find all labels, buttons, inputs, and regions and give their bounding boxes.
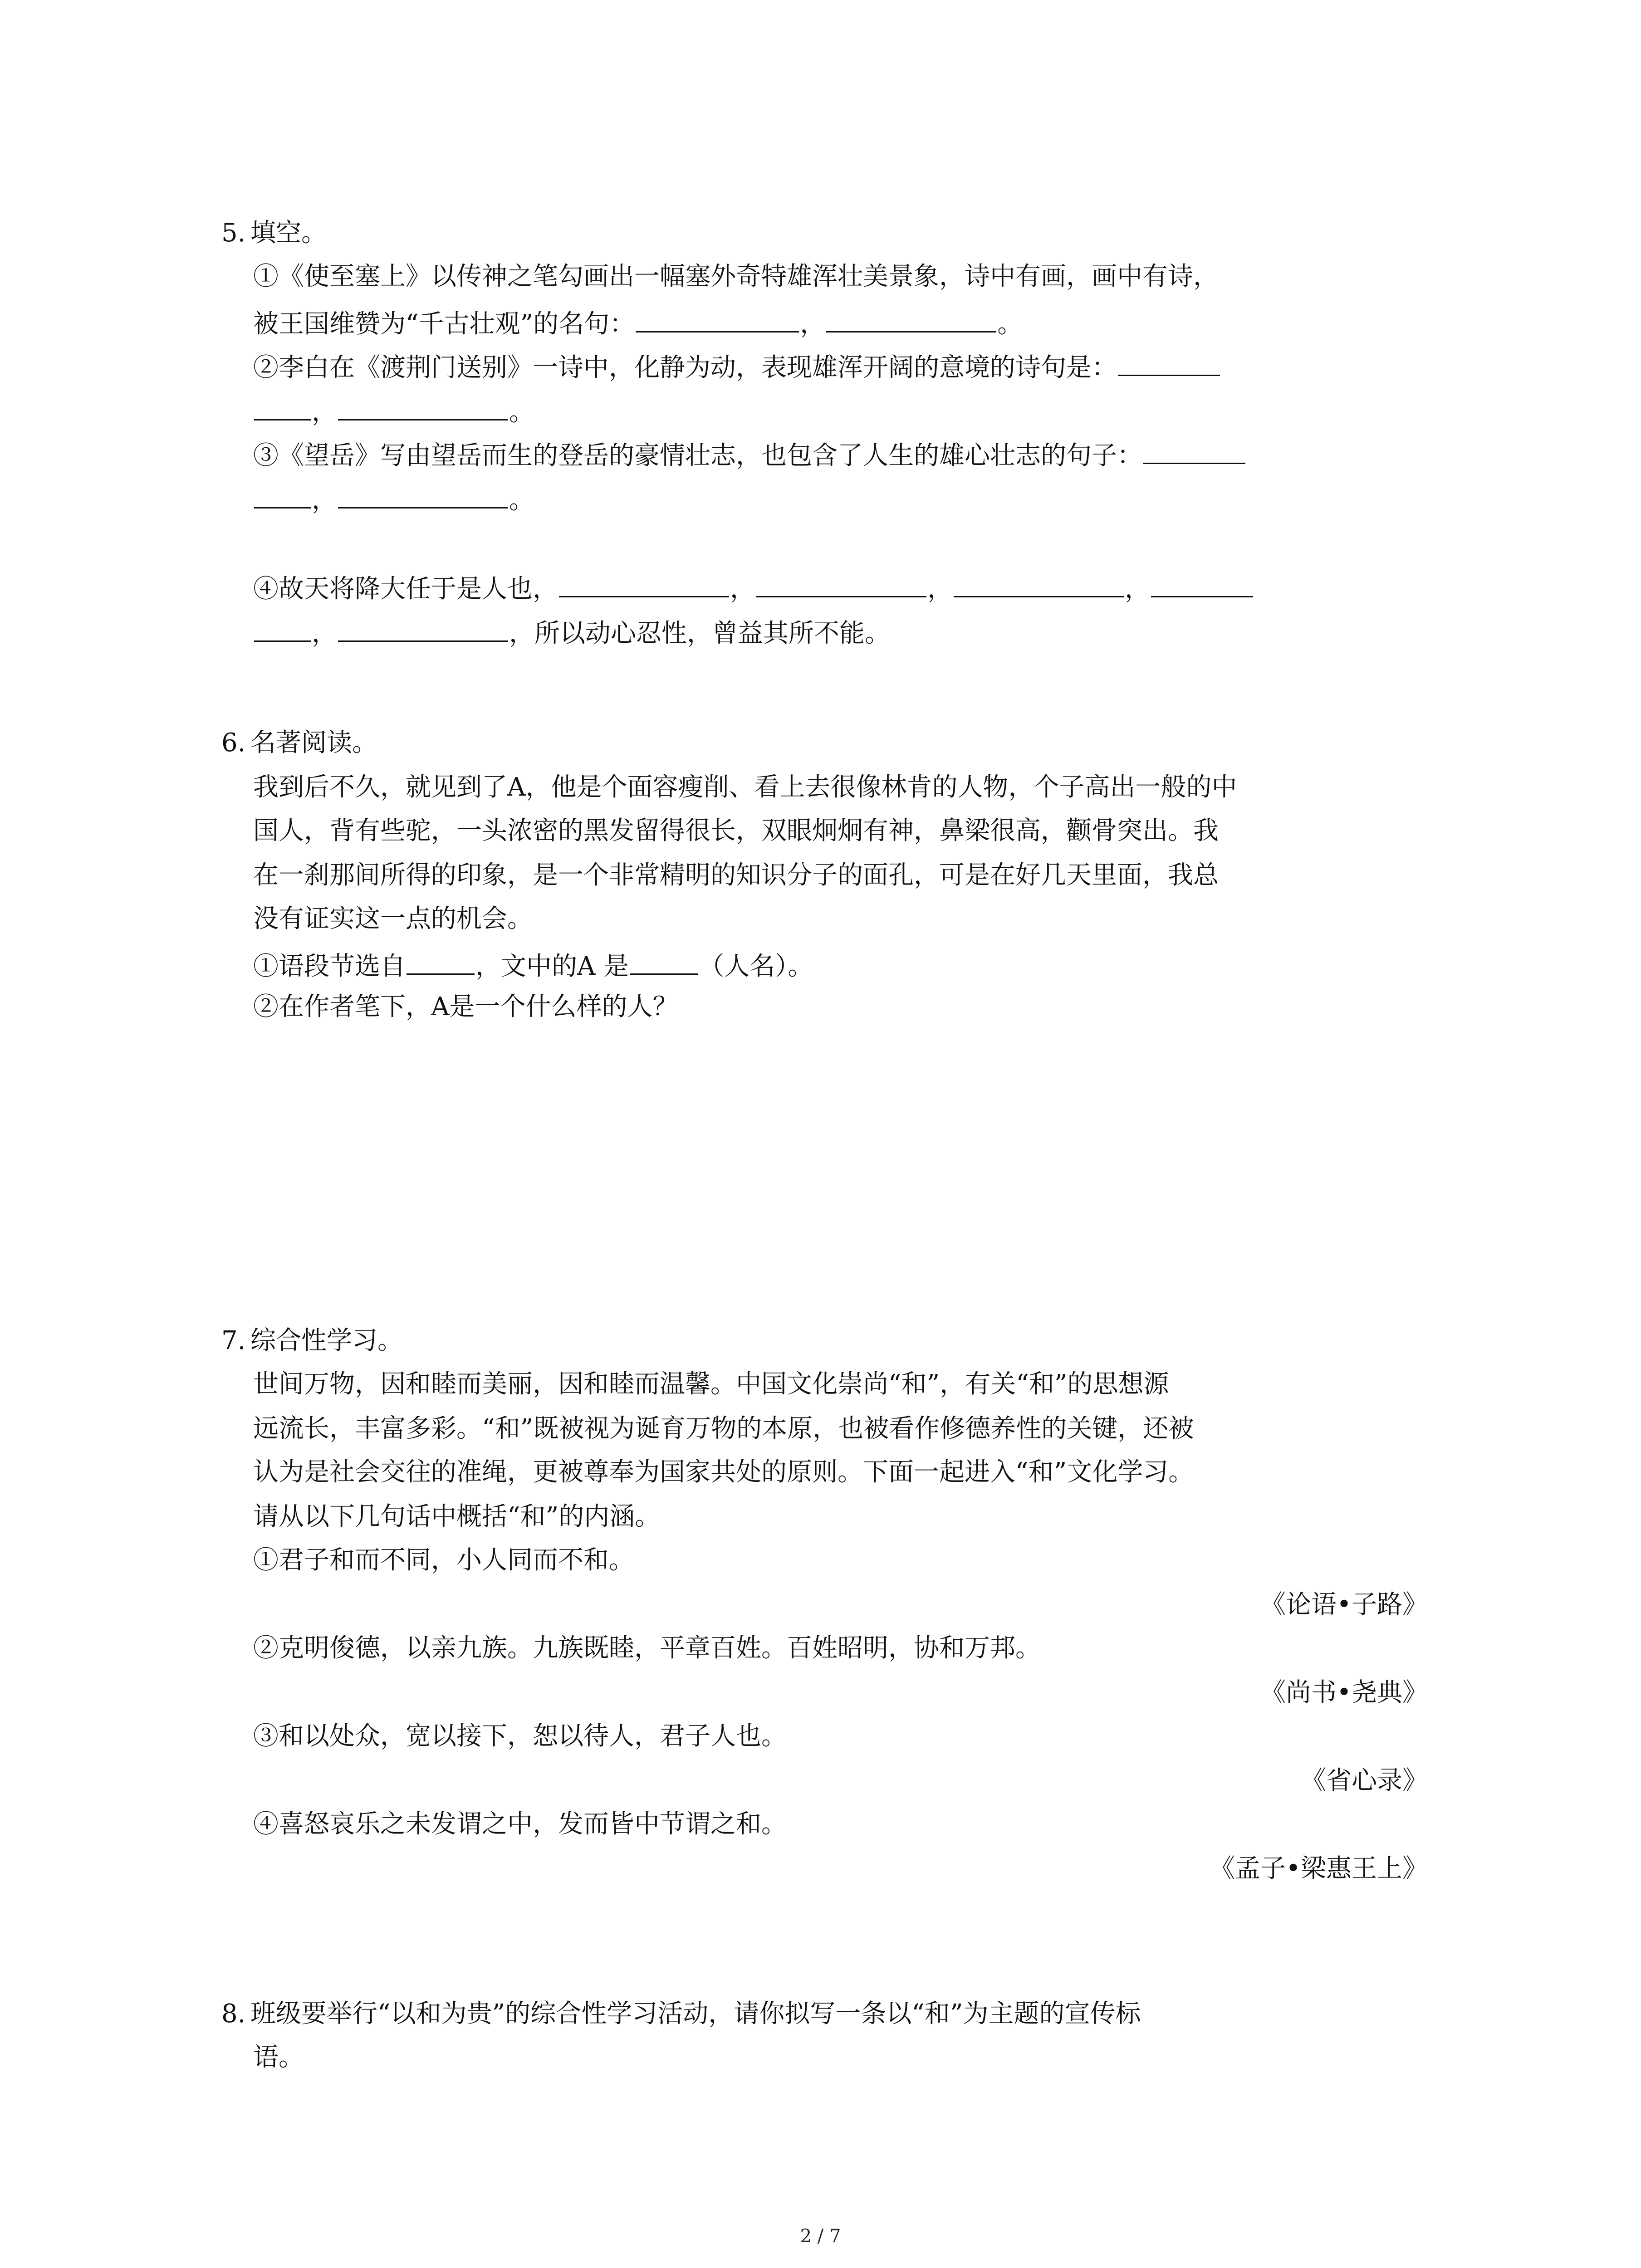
q6-title: 名著阅读。 (250, 728, 377, 758)
q5-line-7-text: ④故天将降大任于是人也， (253, 574, 558, 604)
q8-number: 8. (221, 1999, 246, 2028)
q7-quote-1-source: 《论语•子路》 (1260, 1590, 1428, 1619)
q5-blank-3b[interactable] (254, 396, 311, 420)
q7-intro-line-3: 认为是社会交往的准绳，更被尊奉为国家共处的原则。下面一起进入“和”文化学习。 (253, 1457, 1194, 1487)
q5-comma: ， (312, 397, 337, 427)
q8-line-1 (221, 2001, 1141, 2027)
q5-blank-5a[interactable] (1143, 440, 1245, 464)
q6-s1-text-b: ，文中的A 是 (475, 952, 629, 981)
q7-number: 7. (221, 1326, 246, 1355)
page-number: 2 / 7 (800, 2226, 841, 2247)
q5-line-5 (253, 440, 1246, 469)
q5-line-8-tail: ，所以动心忍性，曾益其所不能。 (509, 619, 890, 648)
q5-blank-4[interactable] (338, 396, 508, 420)
q8-text-1: 班级要举行“以和为贵”的综合性学习活动，请你拟写一条以“和”为主题的宣传标 (250, 1999, 1141, 2028)
q5-title: 填空。 (250, 218, 327, 248)
q6-passage-line-2: 国人，背有些驼，一头浓密的黑发留得很长，双眼炯炯有神，鼻梁很高，颧骨突出。我 (253, 816, 1219, 846)
q5-line-2-text: 被王国维赞为“千古壮观”的名句： (253, 309, 635, 339)
q7-quote-3-source: 《省心录》 (1301, 1766, 1428, 1795)
q5-blank-9[interactable] (954, 573, 1124, 597)
q8-line-2: 语。 (253, 2043, 304, 2072)
q5-line-5-text: ③《望岳》写由望岳而生的登岳的豪情壮志，也包含了人生的雄心壮志的句子： (253, 441, 1142, 470)
q5-blank-7[interactable] (559, 573, 729, 597)
q5-line-2 (253, 308, 1023, 337)
q5-comma: ， (312, 619, 337, 648)
q5-number: 5. (221, 218, 246, 248)
q7-quote-1: ①君子和而不同，小人同而不和。 (253, 1545, 634, 1575)
q5-comma: ， (927, 574, 953, 604)
q7-heading (221, 1328, 403, 1354)
q5-period: 。 (997, 309, 1023, 339)
q5-line-6 (253, 484, 534, 513)
q6-blank-book[interactable] (407, 951, 475, 975)
q5-blank-5b[interactable] (254, 484, 311, 508)
q7-intro-line-1: 世间万物，因和睦而美丽，因和睦而温馨。中国文化崇尚“和”，有关“和”的思想源 (253, 1369, 1169, 1399)
q6-s1-text-c: （人名）。 (699, 952, 813, 981)
q5-line-8 (253, 618, 890, 646)
q6-passage-line-1: 我到后不久，就见到了A，他是个面容瘦削、看上去很像林肯的人物，个子高出一般的中 (253, 772, 1237, 802)
q6-passage-line-3: 在一刹那间所得的印象，是一个非常精明的知识分子的面孔，可是在好几天里面，我总 (253, 860, 1219, 890)
q6-passage-line-4: 没有证实这一点的机会。 (253, 904, 533, 934)
q5-period: 。 (509, 397, 534, 427)
q7-intro-line-4: 请从以下几句话中概括“和”的内涵。 (253, 1502, 661, 1531)
q7-quote-4-source: 《孟子•梁惠王上》 (1209, 1854, 1428, 1883)
q5-line-3 (253, 352, 1221, 381)
q6-heading (221, 730, 377, 756)
q5-blank-6[interactable] (338, 484, 508, 508)
q5-blank-8[interactable] (756, 573, 926, 597)
q5-heading (221, 220, 327, 246)
q5-comma: ， (730, 574, 755, 604)
q7-quote-4: ④喜怒哀乐之未发谓之中，发而皆中节谓之和。 (253, 1809, 787, 1839)
q5-comma: ， (1125, 574, 1150, 604)
q6-s1-text-a: ①语段节选自 (253, 952, 406, 981)
q5-blank-10b[interactable] (254, 618, 311, 642)
q7-title: 综合性学习。 (250, 1326, 403, 1355)
q6-subquestion-1 (253, 951, 813, 979)
q5-comma: ， (800, 309, 826, 339)
q5-blank-1[interactable] (636, 308, 799, 332)
q7-quote-3: ③和以处众，宽以接下，恕以待人，君子人也。 (253, 1721, 787, 1751)
q6-subquestion-2: ②在作者笔下，A是一个什么样的人？ (253, 992, 678, 1022)
q5-comma: ， (312, 485, 337, 515)
q6-blank-name[interactable] (630, 951, 698, 975)
q7-intro-line-2: 远流长，丰富多彩。“和”既被视为诞育万物的本原，也被看作修德养性的关键，还被 (253, 1414, 1194, 1443)
q5-blank-11[interactable] (338, 618, 508, 642)
q5-line-4 (253, 396, 534, 425)
q5-blank-2[interactable] (826, 308, 996, 332)
q5-period: 。 (509, 485, 534, 515)
q5-line-1: ①《使至塞上》以传神之笔勾画出一幅塞外奇特雄浑壮美景象，诗中有画，画中有诗， (253, 262, 1219, 291)
q5-blank-10a[interactable] (1151, 573, 1253, 597)
q7-quote-2-source: 《尚书•尧典》 (1260, 1678, 1428, 1707)
q6-number: 6. (221, 728, 246, 758)
q5-line-7 (253, 573, 1254, 602)
q5-blank-3a[interactable] (1118, 352, 1220, 376)
q7-quote-2: ②克明俊德，以亲九族。九族既睦，平章百姓。百姓昭明，协和万邦。 (253, 1633, 1041, 1663)
q5-line-3-text: ②李白在《渡荆门送别》一诗中，化静为动，表现雄浑开阔的意境的诗句是： (253, 353, 1117, 382)
